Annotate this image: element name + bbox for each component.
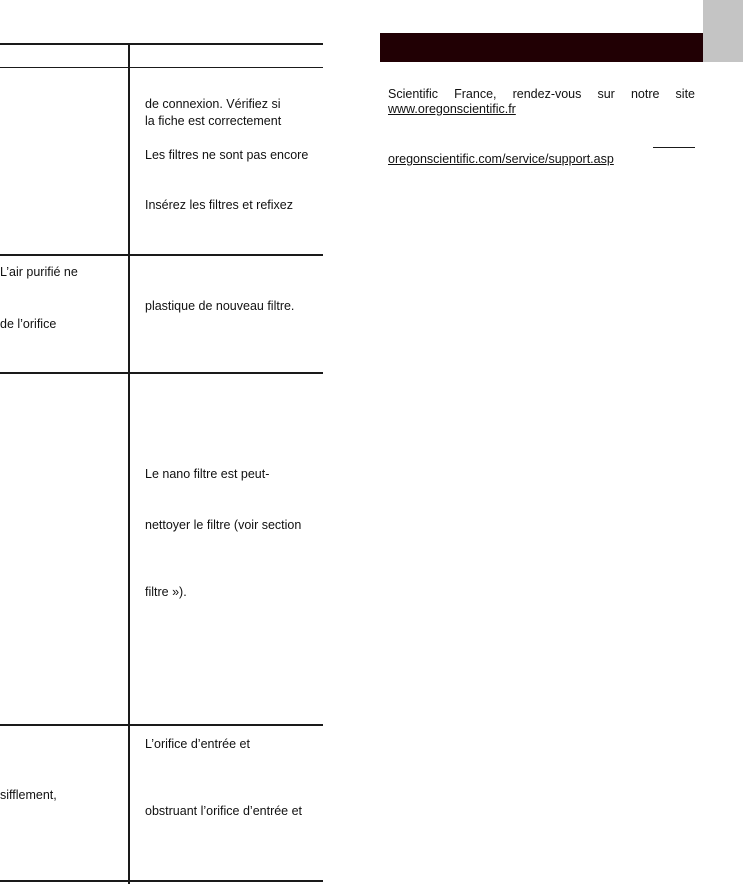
table-bottom-border [0,880,323,882]
table-cell-text: obstruant l’orifice d’entrée et [145,804,303,818]
table-cell-text: L’air purifié ne [0,265,78,279]
table-cell-text: Les filtres ne sont pas encore [145,148,309,162]
website-link-text[interactable]: www.oregonscientific.fr [388,102,516,116]
table-header-divider [0,67,323,68]
support-link[interactable] [388,152,695,167]
paragraph-text: Scientific France, rendez-vous sur notre site [388,87,695,101]
support-link-text[interactable]: oregonscientific.com/service/support.asp [388,152,614,166]
table-column-divider [128,43,130,884]
table-cell-text: la fiche est correctement [145,114,282,128]
section-header-bar [380,33,703,62]
table-cell-text: filtre »). [145,585,187,599]
table-cell-text: Insérez les filtres et refixez [145,198,293,212]
table-row-divider-1 [0,254,323,256]
table-cell-text: plastique de nouveau filtre. [145,299,295,313]
table-row-divider-2 [0,372,323,374]
website-link[interactable] [388,102,695,117]
table-cell-text: L’orifice d’entrée et [145,737,250,751]
page-tab [703,0,743,62]
underline-fragment [653,147,695,148]
table-cell-text: de l’orifice [0,317,57,331]
table-cell-text: sifflement, [0,788,57,802]
table-row-divider-3 [0,724,323,726]
table-cell-text: nettoyer le filtre (voir section [145,518,302,532]
table-cell-text: Le nano filtre est peut- [145,467,270,481]
table-top-border [0,43,323,45]
table-cell-text: de connexion. Vérifiez si [145,97,281,111]
